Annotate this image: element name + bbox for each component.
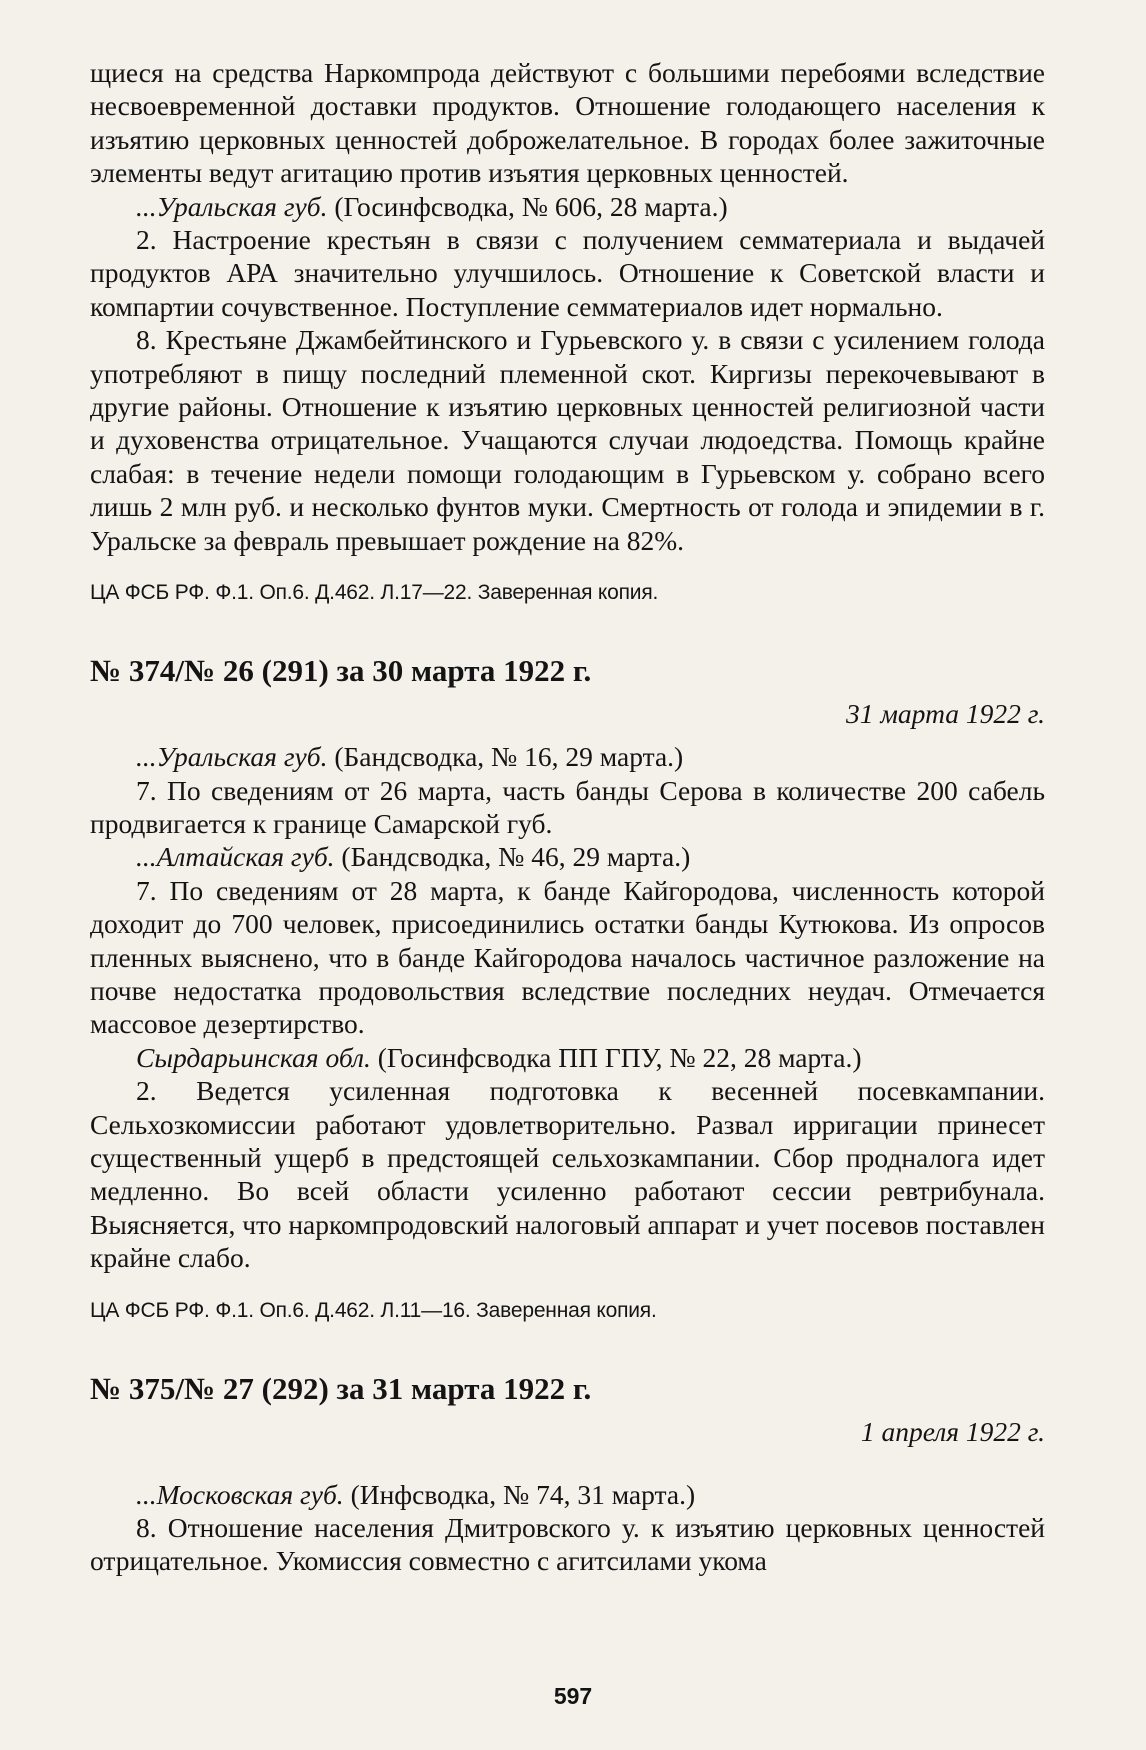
document-date-374: 31 марта 1922 г. [846, 698, 1045, 730]
text-column [90, 56, 1045, 1578]
archive-reference: ЦА ФСБ РФ. Ф.1. Оп.6. Д.462. Л.17—22. Заверенная копия. [90, 581, 659, 605]
paragraph-sowing-campaign: 2. Ведется усиленная подготовка к весенней посевкампании. Сельхозкомиссии работают удовлетворительно. Развал ирригации принесет существенный ущерб в предстоящей сельхозкампании. Сбор продналога идет медленно. Во всей области усиленно работают сессии ревтрибунала. Выясняется, что наркомпродовский налоговый аппарат и учет посевов поставлен крайне слабо. [90, 1075, 1045, 1274]
region-label: ...Уральская губ. [136, 741, 328, 773]
paragraph-dmitrov: 8. Отношение населения Дмитровского у. к изъятию церковных ценностей отрицательное. Укомиссия совместно с агитсилами укома [90, 1512, 1045, 1577]
source-ref: (Госинфсводка, № 606, 28 марта.) [327, 190, 728, 222]
paragraph-serov-band: 7. По сведениям от 26 марта, часть банды Серова в количестве 200 сабель продвигается к границе Самарской губ. [90, 774, 1045, 839]
region-label: Сырдарьинская обл. [136, 1041, 371, 1073]
source-line-uralsk-band [90, 740, 1045, 773]
paragraph-continued: щиеся на средства Наркомпрода действуют с большими перебоями вследствие несвоевременной доставки продуктов. Отношение голодающего населения к изъятию церковных ценностей доброжелательное. В городах более зажиточные элементы ведут агитацию против изъятия церковных ценностей. [90, 57, 1045, 189]
page-number: 597 [553, 1683, 593, 1709]
source-line-altai [90, 840, 1045, 873]
archive-reference: ЦА ФСБ РФ. Ф.1. Оп.6. Д.462. Л.11—16. Заверенная копия. [90, 1298, 657, 1322]
region-label: ...Алтайская губ. [136, 841, 335, 873]
source-ref: (Бандсводка, № 46, 29 марта.) [334, 841, 691, 873]
source-line-moscow [90, 1478, 1045, 1511]
source-ref: (Госинфсводка ПП ГПУ, № 22, 28 марта.) [370, 1041, 862, 1073]
document-date-375: 1 апреля 1922 г. [860, 1415, 1045, 1447]
source-ref: (Инфсводка, № 74, 31 марта.) [343, 1478, 696, 1510]
paragraph-kaigorodov-band: 7. По сведениям от 28 марта, к банде Кайгородова, численность которой доходит до 700 человек, присоединились остатки банды Кутюкова. Из опросов пленных выяснено, что в банде Кайгородова началось частичное разложение на почве недостатка продовольствия вследствие последних неудач. Отмечается массовое дезертирство. [90, 874, 1045, 1040]
source-ref: (Бандсводка, № 16, 29 марта.) [327, 741, 684, 773]
region-label: ...Московская губ. [136, 1478, 344, 1510]
paragraph-item-2: 2. Настроение крестьян в связи с получением семматериала и выдачей продуктов АРА значительно улучшилось. Отношение к Советской власти и компартии сочувственное. Поступление семматериалов идет нормально. [90, 224, 1045, 322]
document-heading-375: № 375/№ 27 (292) за 31 марта 1922 г. [90, 1370, 592, 1406]
document-heading-374: № 374/№ 26 (291) за 30 марта 1922 г. [90, 653, 592, 689]
source-line-uralsk [90, 190, 1045, 223]
region-label: ...Уральская губ. [136, 190, 328, 222]
source-line-syrdarya [90, 1041, 1045, 1074]
paragraph-item-8: 8. Крестьяне Джамбейтинского и Гурьевского у. в связи с усилением голода употребляют в пищу последний племенной скот. Киргизы перекочевывают в другие районы. Отношение к изъятию церковных ценностей религиозной части и духовенства отрицательное. Учащаются случаи людоедства. Помощь крайне слабая: в течение недели помощи голодающим в Гурьевском у. собрано всего лишь 2 млн руб. и несколько фунтов муки. Смертность от голода и эпидемии в г. Уральске за февраль превышает рождение на 82%. [90, 324, 1045, 556]
